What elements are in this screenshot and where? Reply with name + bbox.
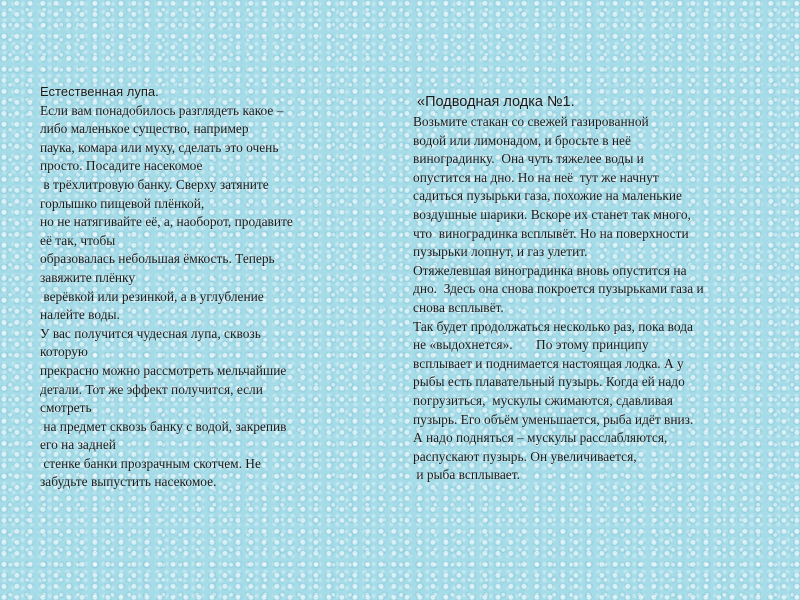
text-line: стенке банки прозрачным скотчем. Не: [40, 455, 261, 471]
text-line: Если вам понадобилось разглядеть какое –: [40, 102, 284, 118]
text-line: садиться пузырьки газа, похожие на маленькие: [413, 188, 682, 204]
text-line: и рыба всплывает.: [413, 467, 520, 483]
submarine-text-block: [413, 92, 783, 485]
text-line: не «выдохнется». По этому принципу: [413, 337, 649, 353]
text-line: детали. Тот же эффект получится, если: [40, 381, 263, 397]
magnifier-text-block: [40, 83, 370, 492]
text-line: просто. Посадите насекомое: [40, 158, 203, 174]
text-line: рыбы есть плавательный пузырь. Когда ей надо: [413, 374, 685, 390]
text-line: на предмет сквозь банку с водой, закрепив: [40, 418, 287, 434]
text-line: Возьмите стакан со свежей газированной: [413, 114, 649, 129]
text-line: Так будет продолжаться несколько раз, пока вода: [413, 318, 693, 334]
text-line: которую: [40, 344, 88, 360]
text-line: паука, комара или муху, сделать это очень: [40, 139, 279, 155]
text-line: пузырьки лопнут, и газ улетит.: [413, 244, 588, 260]
text-line: У вас получится чудесная лупа, сквозь: [40, 325, 261, 341]
text-line: распускают пузырь. Он увеличивается,: [413, 448, 637, 464]
magnifier-title: Естественная лупа.: [40, 84, 159, 99]
text-line: завяжите плёнку: [40, 269, 136, 285]
text-line: водой или лимонадом, и бросьте в неё: [413, 132, 631, 148]
text-line: А надо подняться – мускулы расслабляются,: [413, 430, 668, 446]
text-line: её так, чтобы: [40, 232, 116, 248]
text-line: налейте воды.: [40, 307, 120, 323]
text-line: но не натягивайте её, а, наоборот, продавите: [40, 214, 293, 230]
text-line: горлышко пищевой плёнкой,: [40, 195, 205, 211]
text-line: либо маленькое существо, например: [40, 121, 249, 137]
text-line: дно. Здесь она снова покроется пузырьками газа и: [413, 281, 704, 297]
text-line: верёвкой или резинкой, а в углубление: [40, 288, 264, 304]
text-line: всплывает и поднимается настоящая лодка. А у: [413, 355, 684, 371]
submarine-title: «Подводная лодка №1.: [413, 94, 575, 110]
text-line: снова всплывёт.: [413, 299, 504, 315]
text-line: образовалась небольшая ёмкость. Теперь: [40, 251, 275, 267]
text-line: что виноградинка всплывёт. Но на поверхности: [413, 225, 689, 241]
text-line: забудьте выпустить насекомое.: [40, 474, 217, 490]
text-line: смотреть: [40, 400, 92, 416]
text-line: прекрасно можно рассмотреть мельчайшие: [40, 362, 287, 378]
text-line: погрузиться, мускулы сжимаются, сдавливая: [413, 392, 673, 408]
text-line: в трёхлитровую банку. Сверху затяните: [40, 176, 269, 192]
text-line: его на задней: [40, 437, 116, 453]
text-line: виноградинку. Она чуть тяжелее воды и: [413, 151, 644, 167]
text-line: опустится на дно. Но на неё тут же начнут: [413, 169, 659, 185]
text-line: воздушные шарики. Вскоре их станет так много,: [413, 206, 691, 222]
text-line: пузырь. Его объём уменьшается, рыба идёт вниз.: [413, 411, 694, 427]
text-line: Отяжелевшая виноградинка вновь опустится на: [413, 262, 687, 278]
